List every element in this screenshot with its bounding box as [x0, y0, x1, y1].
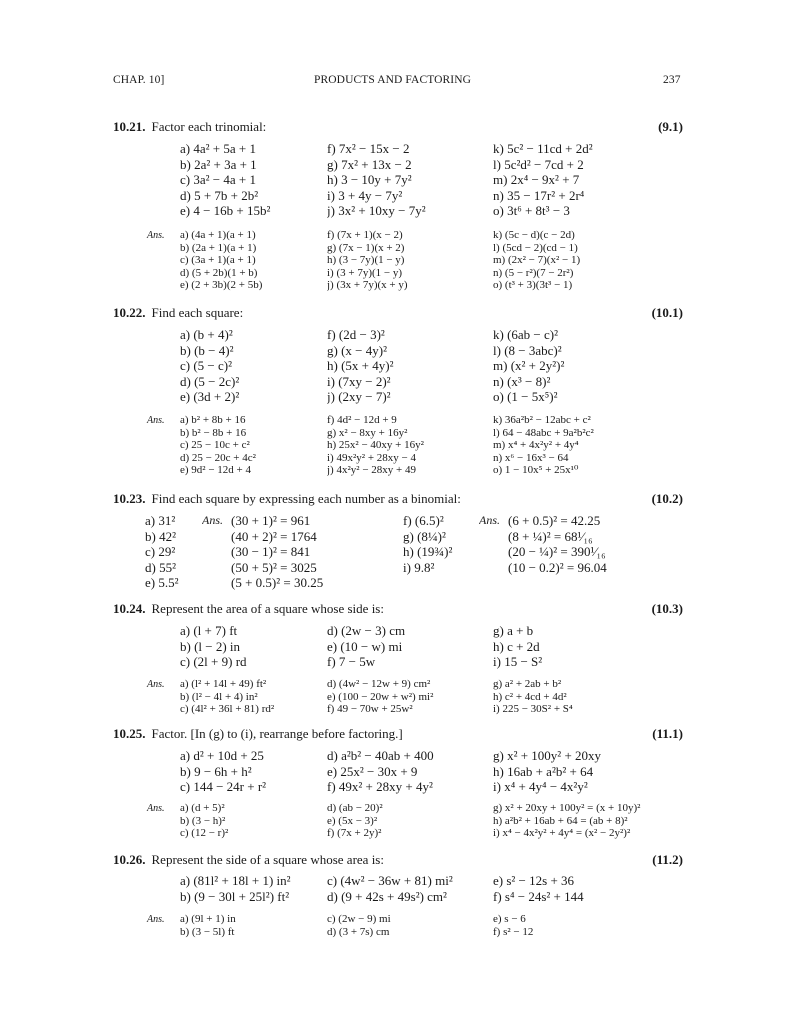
exercise-item: l) 5c²d² − 7cd + 2	[493, 156, 584, 172]
exercise-item: a) d² + 10d + 25	[180, 748, 264, 763]
exercise-item: m) (x² + 2y²)²	[493, 358, 565, 374]
answers-label: Ans.	[147, 679, 165, 690]
answers-label	[479, 544, 508, 560]
problem-instruction: Factor each trinomial:	[151, 119, 267, 134]
answer-item: f) (7x + 2y)²	[327, 827, 382, 839]
exercise-item: a) (l + 7) ft	[180, 623, 238, 638]
exercise-item: m) 2x⁴ − 9x² + 7	[493, 172, 580, 188]
exercise-item: n) 35 − 17r² + 2r⁴	[493, 187, 585, 203]
answer-item: e) s − 6	[493, 913, 526, 925]
exercise-item: c) 144 − 24r + r²	[180, 779, 267, 795]
answer-item: m) x⁴ + 4x²y² + 4y⁴	[493, 439, 579, 451]
exercise-item: a) 31²	[145, 513, 176, 528]
exercise-item: e) s² − 12s + 36	[493, 873, 575, 888]
answer-item: f) s² − 12	[493, 925, 534, 938]
exercise-item: b) (l − 2) in	[180, 638, 241, 654]
answer-grid	[180, 802, 713, 840]
answer-item: h) a²b² + 16ab + 64 = (ab + 8)²	[493, 814, 628, 827]
answer-item: f) (7x + 1)(x − 2)	[327, 229, 403, 241]
answer-item: (5 + 0.5)² = 30.25	[231, 575, 324, 591]
exercise-item: h) 16ab + a²b² + 64	[493, 763, 594, 779]
answers-label: Ans.	[147, 803, 165, 814]
exercise-item: l) (8 − 3abc)²	[493, 342, 562, 358]
question-grid	[180, 623, 713, 670]
answer-item: c) (2w − 9) mi	[327, 913, 391, 925]
exercise-item: i) 15 − S²	[493, 654, 543, 670]
answer-item: h) 25x² − 40xy + 16y²	[327, 439, 424, 451]
answer-item: b) b² − 8b + 16	[180, 426, 247, 439]
answer-item: i) 225 − 30S² + S⁴	[493, 703, 573, 715]
answer-grid	[180, 414, 713, 477]
answer-item	[508, 575, 698, 591]
exercise-item: e) 4 − 16b + 15b²	[180, 203, 271, 219]
exercise-item: o) (1 − 5x⁵)²	[493, 389, 558, 405]
question-grid	[180, 141, 713, 219]
answer-item: a) b² + 8b + 16	[180, 414, 246, 426]
answers-label	[479, 529, 508, 545]
answers-label	[479, 575, 508, 591]
exercise-item: a) (81l² + 18l + 1) in²	[180, 873, 291, 888]
answers-label	[202, 529, 231, 545]
exercise-item: k) 5c² − 11cd + 2d²	[493, 141, 593, 156]
answer-item: g) x² − 8xy + 16y²	[327, 426, 408, 439]
answer-item: i) x⁴ − 4x²y² + 4y⁴ = (x² − 2y²)²	[493, 827, 631, 839]
answer-item: c) 25 − 10c + c²	[180, 439, 250, 451]
binomial-square-grid	[145, 513, 698, 591]
exercise-item: f) (6.5)²	[403, 513, 444, 528]
answers-label	[202, 575, 231, 591]
exercise-item: d) (5 − 2c)²	[180, 373, 240, 389]
exercise-item: h) (5x + 4y)²	[327, 358, 394, 374]
problem-instruction: Represent the area of a square whose side is:	[151, 601, 384, 616]
answer-grid	[180, 229, 713, 292]
exercise-item: e) 25x² − 30x + 9	[327, 763, 418, 779]
exercise-item: d) 55²	[145, 559, 176, 575]
exercise-item: f) 7 − 5w	[327, 654, 376, 670]
exercise-item: d) (2w − 3) cm	[327, 623, 406, 638]
exercise-item: e) (3d + 2)²	[180, 389, 240, 405]
exercise-item: b) 42²	[145, 528, 176, 544]
problem-heading	[113, 491, 683, 509]
answer-item: i) 49x²y² + 28xy − 4	[327, 451, 416, 464]
question-grid	[180, 327, 713, 405]
section-reference: (10.2)	[651, 491, 683, 506]
answer-item: a) (4a + 1)(a + 1)	[180, 229, 256, 241]
exercise-item: b) 9 − 6h + h²	[180, 763, 252, 779]
exercise-item: a) (b + 4)²	[180, 327, 233, 342]
page-number: 237	[663, 74, 681, 86]
answer-item: h) (3 − 7y)(1 − y)	[327, 254, 405, 266]
running-title: PRODUCTS AND FACTORING	[314, 74, 472, 86]
answer-grid	[180, 913, 713, 938]
answers-label: Ans.	[147, 415, 165, 426]
answer-item: a) (l² + 14l + 49) ft²	[180, 678, 267, 690]
answer-item: j) 4x²y² − 28xy + 49	[327, 464, 416, 476]
exercise-item: c) (2l + 9) rd	[180, 654, 247, 670]
answer-item: b) (2a + 1)(a + 1)	[180, 241, 257, 254]
exercise-item: g) a + b	[493, 623, 534, 638]
exercise-item: b) 2a² + 3a + 1	[180, 156, 257, 172]
answer-item: d) (ab − 20)²	[327, 802, 383, 814]
answer-item: (40 + 2)² = 1764	[231, 528, 317, 544]
answer-grid	[180, 678, 713, 716]
answer-item: d) (4w² − 12w + 9) cm²	[327, 678, 431, 690]
problem-number: 10.21.	[113, 119, 146, 134]
answer-item: b) (3 − h)²	[180, 814, 226, 827]
problem-heading	[113, 852, 683, 870]
exercise-item: j) 3x² + 10xy − 7y²	[327, 203, 426, 219]
exercise-item: n) (x³ − 8)²	[493, 373, 551, 389]
answer-item: a) (d + 5)²	[180, 802, 225, 814]
answer-item: f) 49 − 70w + 25w²	[327, 703, 413, 715]
exercise-item: i) (7xy − 2)²	[327, 373, 391, 389]
answer-item: j) (3x + 7y)(x + y)	[327, 279, 408, 291]
answers-label	[202, 560, 231, 576]
answers-label	[479, 560, 508, 576]
answer-item: m) (2x² − 7)(x² − 1)	[493, 254, 581, 266]
answer-item: h) c² + 4cd + 4d²	[493, 690, 567, 703]
answer-item: e) (5x − 3)²	[327, 814, 378, 827]
answer-item: (20 − ¼)² = 390¹⁄₁₆	[508, 544, 606, 560]
problem-instruction: Find each square:	[151, 305, 244, 320]
answer-item: b) (3 − 5l) ft	[180, 925, 235, 938]
section-reference: (11.1)	[652, 726, 683, 741]
problem-instruction: Represent the side of a square whose area is:	[151, 852, 384, 867]
exercise-item: g) x² + 100y² + 20xy	[493, 748, 602, 763]
exercise-item: d) (9 + 42s + 49s²) cm²	[327, 888, 447, 904]
problem-number: 10.25.	[113, 726, 146, 741]
answer-item: c) (4l² + 36l + 81) rd²	[180, 703, 275, 715]
problem-instruction: Factor. [In (g) to (i), rearrange before factoring.]	[151, 726, 403, 741]
question-grid	[180, 748, 713, 795]
exercise-item: c) 3a² − 4a + 1	[180, 172, 256, 188]
exercise-item: b) (9 − 30l + 25l²) ft²	[180, 888, 290, 904]
section-reference: (11.2)	[652, 852, 683, 867]
answer-item: (10 − 0.2)² = 96.04	[508, 559, 607, 575]
problem-number: 10.22.	[113, 305, 146, 320]
answer-item: a) (9l + 1) in	[180, 913, 236, 925]
answer-item: d) (5 + 2b)(1 + b)	[180, 266, 258, 279]
answer-item: g) x² + 20xy + 100y² = (x + 10y)²	[493, 802, 641, 814]
exercise-item: j) (2xy − 7)²	[327, 389, 391, 405]
exercise-item: i) 3 + 4y − 7y²	[327, 187, 403, 203]
exercise-item	[403, 575, 479, 591]
answer-item: d) (3 + 7s) cm	[327, 925, 390, 938]
section-reference: (10.1)	[651, 305, 683, 320]
answer-item: e) (100 − 20w + w²) mi²	[327, 690, 434, 703]
exercise-item: g) 7x² + 13x − 2	[327, 156, 412, 172]
exercise-item: g) (x − 4y)²	[327, 342, 387, 358]
exercise-item: c) (5 − c)²	[180, 358, 233, 374]
problem-number: 10.26.	[113, 852, 146, 867]
answer-item: c) (3a + 1)(a + 1)	[180, 254, 256, 266]
answer-item: b) (l² − 4l + 4) in²	[180, 690, 258, 703]
problem-instruction: Find each square by expressing each number as a binomial:	[151, 491, 461, 506]
section-reference: (9.1)	[658, 119, 683, 134]
exercise-item: e) (10 − w) mi	[327, 638, 403, 654]
exercise-item: e) 5.5²	[145, 575, 179, 591]
exercise-item: c) 29²	[145, 544, 176, 560]
answer-item: e) 9d² − 12d + 4	[180, 464, 252, 476]
answers-label: Ans.	[147, 914, 165, 925]
answer-item: k) (5c − d)(c − 2d)	[493, 229, 575, 241]
answer-item: l) (5cd − 2)(cd − 1)	[493, 241, 578, 254]
problem-number: 10.24.	[113, 601, 146, 616]
answer-item: (50 + 5)² = 3025	[231, 559, 317, 575]
answer-item: n) x⁶ − 16x³ − 64	[493, 451, 569, 464]
problem-heading	[113, 726, 683, 744]
answer-item: (8 + ¼)² = 68¹⁄₁₆	[508, 528, 593, 544]
exercise-item: o) 3t⁶ + 8t³ − 3	[493, 203, 570, 219]
answer-item: e) (2 + 3b)(2 + 5b)	[180, 279, 263, 291]
answer-item: o) 1 − 10x⁵ + 25x¹⁰	[493, 464, 579, 476]
problem-heading	[113, 601, 683, 619]
exercise-item: f) 49x² + 28xy + 4y²	[327, 779, 433, 795]
answer-item: g) (7x − 1)(x + 2)	[327, 241, 405, 254]
problem-number: 10.23.	[113, 491, 146, 506]
answers-label: Ans.	[147, 230, 165, 241]
answer-item: (6 + 0.5)² = 42.25	[508, 513, 601, 528]
exercise-item: h) 3 − 10y + 7y²	[327, 172, 412, 188]
chapter-label: CHAP. 10]	[113, 74, 165, 86]
answer-item: (30 − 1)² = 841	[231, 544, 311, 560]
exercise-item: f) s⁴ − 24s² + 144	[493, 888, 584, 904]
answer-item: o) (t³ + 3)(3t³ − 1)	[493, 279, 573, 291]
exercise-item: k) (6ab − c)²	[493, 327, 559, 342]
answers-label: Ans.	[202, 513, 223, 527]
problem-heading	[113, 119, 683, 137]
answer-item: n) (5 − r²)(7 − 2r²)	[493, 266, 574, 279]
exercise-item: g) (8¼)²	[403, 528, 446, 544]
answer-item: l) 64 − 48abc + 9a²b²c²	[493, 426, 594, 439]
answer-item: d) 25 − 20c + 4c²	[180, 451, 256, 464]
exercise-item: i) x⁴ + 4y⁴ − 4x²y²	[493, 779, 588, 795]
section-reference: (10.3)	[651, 601, 683, 616]
exercise-item: d) 5 + 7b + 2b²	[180, 187, 259, 203]
answer-item: f) 4d² − 12d + 9	[327, 414, 397, 426]
exercise-item: c) (4w² − 36w + 81) mi²	[327, 873, 453, 888]
answer-item: c) (12 − r)²	[180, 827, 229, 839]
answer-item: k) 36a²b² − 12abc + c²	[493, 414, 591, 426]
exercise-item: f) (2d − 3)²	[327, 327, 385, 342]
question-grid	[180, 873, 713, 904]
exercise-item: f) 7x² − 15x − 2	[327, 141, 410, 156]
answer-item: g) a² + 2ab + b²	[493, 678, 562, 690]
answer-item: i) (3 + 7y)(1 − y)	[327, 266, 403, 279]
exercise-item: b) (b − 4)²	[180, 342, 234, 358]
exercise-item: h) (19¾)²	[403, 544, 453, 560]
answer-item: (30 + 1)² = 961	[231, 513, 311, 528]
exercise-item: i) 9.8²	[403, 559, 435, 575]
problem-heading	[113, 305, 683, 323]
exercise-item: d) a²b² − 40ab + 400	[327, 748, 434, 763]
answers-label	[202, 544, 231, 560]
exercise-item: h) c + 2d	[493, 638, 540, 654]
exercise-item: a) 4a² + 5a + 1	[180, 141, 256, 156]
answers-label: Ans.	[479, 513, 500, 527]
